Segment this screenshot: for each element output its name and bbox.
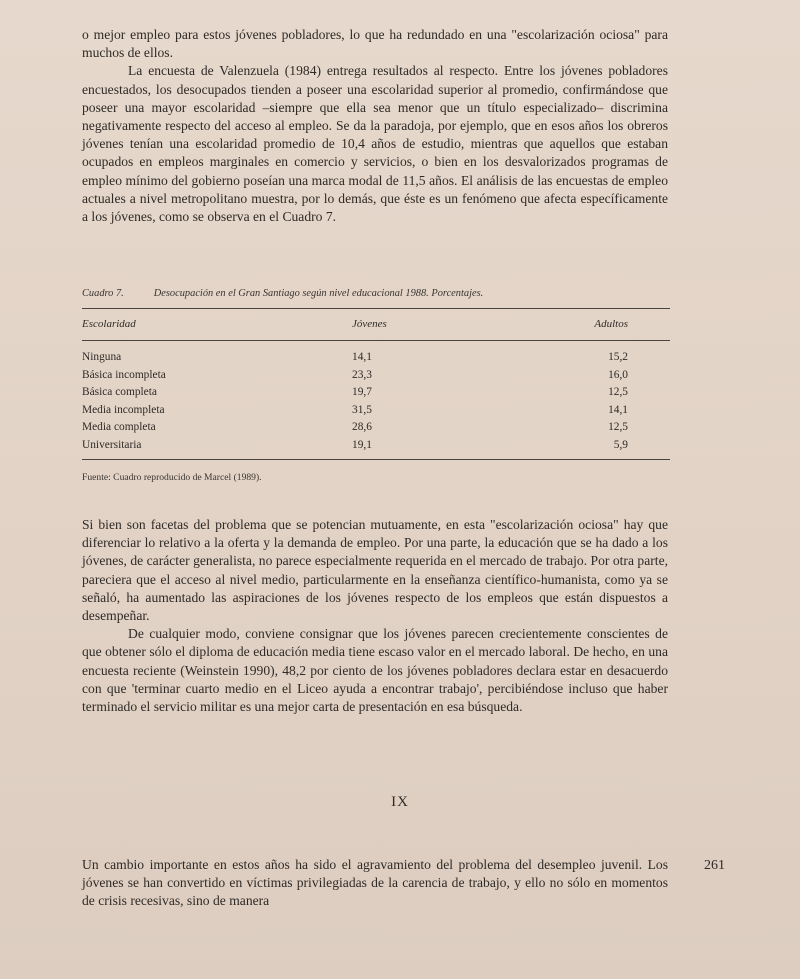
header-jovenes: Jóvenes (352, 318, 387, 330)
top-text-block (82, 26, 668, 226)
table-source: Fuente: Cuadro reproducido de Marcel (1989). (82, 471, 262, 483)
cell-youth: 31,5 (352, 403, 372, 416)
cell-youth: 14,1 (352, 351, 372, 363)
table-label: Cuadro 7. (82, 288, 124, 299)
cell-adult: 5,9 (613, 438, 628, 451)
paragraph: De cualquier modo, conviene consignar que los jóvenes parecen crecientemente conscientes de que obtener sólo el diploma de educación media tiene escaso valor en el mercado laboral. De hecho, en una encuesta reciente (Weinstein 1990), 48,2 por ciento de los jóvenes pobladores declara estar en desacuerdo con que 'terminar cuarto medio en el Liceo ayuda a encontrar trabajo', percibiéndose incluso que haber terminado el servicio militar es una mejor carta de presentación en esa búsqueda. (82, 626, 668, 715)
cell-level: Media incompleta (82, 403, 165, 416)
table-title: Desocupación en el Gran Santiago según nivel educacional 1988. Porcentajes. (153, 288, 484, 299)
cell-youth: 23,3 (352, 368, 372, 381)
table-row (82, 437, 670, 455)
table-header-row (82, 309, 670, 340)
cell-adult: 12,5 (608, 386, 628, 399)
middle-text-block (82, 516, 668, 716)
cell-adult: 15,2 (608, 351, 628, 363)
bottom-text-block (82, 856, 668, 911)
table-row (82, 349, 670, 367)
cell-level: Universitaria (82, 438, 142, 451)
table-caption (82, 288, 670, 299)
page-number: 261 (704, 858, 725, 873)
cell-level: Media completa (82, 421, 156, 434)
cell-level: Básica incompleta (82, 368, 166, 381)
cell-adult: 12,5 (608, 421, 628, 434)
paragraph: Un cambio importante en estos años ha sido el agravamiento del problema del desempleo juvenil. Los jóvenes se han convertido en víctimas privilegiadas de la carencia de trabajo, y ello no sólo en momentos de crisis recesivas, sino de manera (82, 857, 668, 909)
table-row (82, 419, 670, 437)
paragraph: o mejor empleo para estos jóvenes pobladores, lo que ha redundado en una "escolarización ociosa" para muchos de ellos. (82, 27, 668, 61)
table-row (82, 367, 670, 385)
table-bottom-rule (82, 459, 670, 460)
table-row (82, 384, 670, 402)
cell-level: Básica completa (82, 386, 157, 399)
table-row (82, 402, 670, 420)
cell-adult: 16,0 (608, 368, 628, 381)
section-heading: IX (391, 794, 409, 810)
paragraph: Si bien son facetas del problema que se potencian mutuamente, en esta "escolarización ociosa" hay que diferenciar lo relativo a la oferta y la demanda de empleo. Por una parte, la educación que se ha dado a los jóvenes, de carácter generalista, no parece especialmente requerida en el mercado de trabajo. Por otra parte, pareciera que el acceso al nivel medio, particularmente en la enseñanza científico-humanista, como ya se señaló, ha aumentado las aspiraciones de los jóvenes respecto de los empleos que están dispuestos a desempeñar. (82, 517, 668, 624)
paragraph: La encuesta de Valenzuela (1984) entrega resultados al respecto. Entre los jóvenes pobladores encuestados, los desocupados tienden a poseer una escolaridad superior al promedio, confirmándose que poseer una mayor escolaridad –siempre que ella sea menor que un título especializado– discrimina negativamente respecto del acceso al empleo. Se da la paradoja, por ejemplo, que en esos años los obreros jóvenes tenían una escolaridad promedio de 10,4 años de estudio, mientras que aquellos que estaban ocupados en empleos marginales en comercio y servicios, o bien en los desvalorizados programas de empleo mínimo del gobierno poseían una marca modal de 11,5 años. El análisis de las encuestas de empleo actuales a nivel metropolitano muestra, por lo demás, que éste es un fenómeno que afecta específicamente a los jóvenes, como se observa en el Cuadro 7. (82, 63, 668, 225)
cell-youth: 28,6 (352, 421, 372, 434)
cell-level: Ninguna (82, 351, 122, 363)
header-adultos: Adultos (594, 318, 628, 330)
table-body (82, 341, 670, 459)
header-escolaridad: Escolaridad (82, 318, 136, 330)
cell-adult: 14,1 (608, 403, 628, 416)
cell-youth: 19,7 (352, 386, 372, 399)
data-table (82, 288, 670, 483)
cell-youth: 19,1 (352, 438, 372, 451)
